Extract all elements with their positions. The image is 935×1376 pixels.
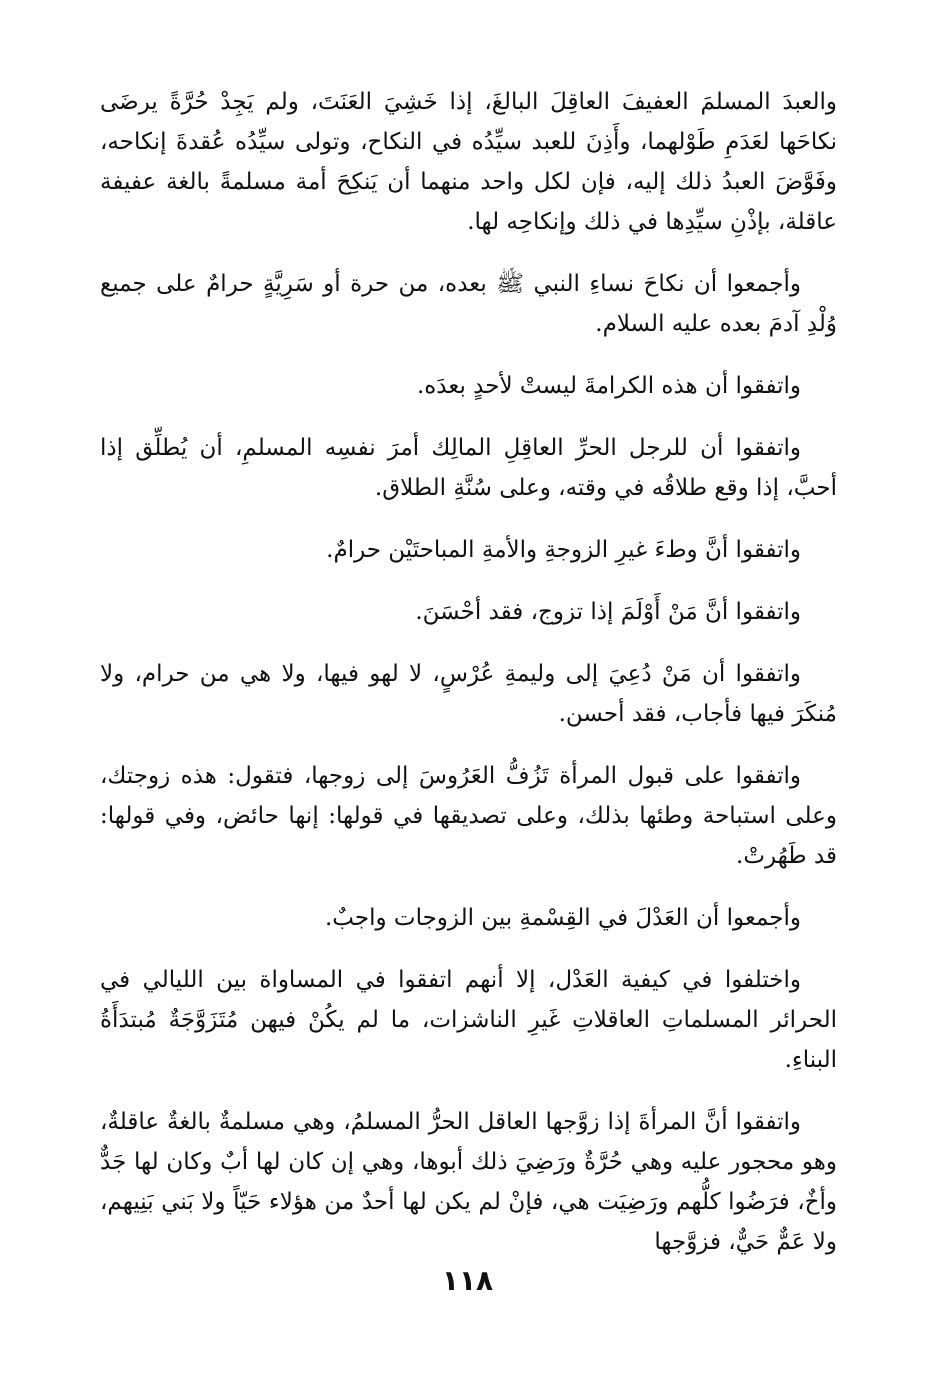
- page-body: [100, 82, 837, 1284]
- paragraph-7: واتفقوا أن مَنْ دُعِيَ إلى وليمةِ عُرْسٍ، لا لهو فيها، ولا هي من حرام، ولا مُنكَرَ فيها فأجاب، فقد أحسن.: [100, 661, 837, 727]
- paragraph-2: وأجمعوا أن نكاحَ نساءِ النبي ﷺ بعده، من حرة أو سَرِيَّةٍ حرامٌ على جميع وُلْدِ آدمَ بعده عليه السلام.: [100, 271, 837, 337]
- paragraph-5: واتفقوا أنَّ وطءَ غيرِ الزوجةِ والأمةِ المباحتَيْن حرامٌ.: [326, 537, 801, 563]
- paragraph-8: واتفقوا على قبول المرأة تَزُفُّ العَرُوسَ إلى زوجها، فتقول: هذه زوجتك، وعلى استباحة وطئها بذلك، وعلى تصديقها في قولها: إنها حائض، وفي قولها: قد طَهُرتْ.: [100, 763, 837, 869]
- page-number: ١١٨: [441, 1264, 494, 1297]
- paragraph-4: واتفقوا أن للرجل الحرِّ العاقِلِ المالِك أمرَ نفسِه المسلمِ، أن يُطلِّق إذا أحبَّ، إذا وقع طلاقُه في وقته، وعلى سُنَّةِ الطلاق.: [100, 435, 837, 501]
- paragraph-1: والعبدَ المسلمَ العفيفَ العاقِلَ البالغَ، إذا خَشِيَ العَنَتَ، ولم يَجِدْ حُرَّةً يرضَى نكاحَها لعَدَمِ طَوْلهما، وأَذِنَ للعبد سيِّدُه في النكاح، وتولى سيِّدُه عُقدةَ إنكاحه، وفَوَّضَ العبدُ ذلك إليه، فإن لكل واحد منهما أن يَنكِحَ أمة مسلمةً بالغة عفيفة عاقلة، بإذْنِ سيِّدِها في ذلك وإنكاحِه لها.: [100, 89, 837, 235]
- paragraph-3: واتفقوا أن هذه الكرامةَ ليستْ لأحدٍ بعدَه.: [416, 373, 801, 399]
- paragraph-11: واتفقوا أنَّ المرأةَ إذا زوَّجها العاقل الحرُّ المسلمُ، وهي مسلمةٌ بالغةٌ عاقلةٌ، وهو محجور عليه وهي حُرَّةٌ ورَضِيَ ذلك أبوها، وهي إن كان لها أبٌ وكان لها جَدٌّ وأخٌ، فرَضُوا كلُّهم ورَضِيَت هي، فإنْ لم يكن لها أحدٌ من هؤلاء حَيّاً ولا بَني بَنِيهم، ولا عَمٌّ حَيٌّ، فزوَّجها: [100, 1109, 837, 1255]
- paragraph-9: وأجمعوا أن العَدْلَ في القِسْمةِ بين الزوجات واجبٌ.: [325, 905, 801, 931]
- paragraph-10: واختلفوا في كيفية العَدْل، إلا أنهم اتفقوا في المساواة بين الليالي في الحرائر المسلماتِ العاقلاتِ غَيرِ الناشزات، ما لم يكُنْ فيهن مُتَزَوَّجَةٌ مُبتدَأَةُ البناءِ.: [100, 967, 837, 1073]
- paragraph-6: واتفقوا أنَّ مَنْ أَوْلَمَ إذا تزوج، فقد أحْسَنَ.: [415, 599, 801, 625]
